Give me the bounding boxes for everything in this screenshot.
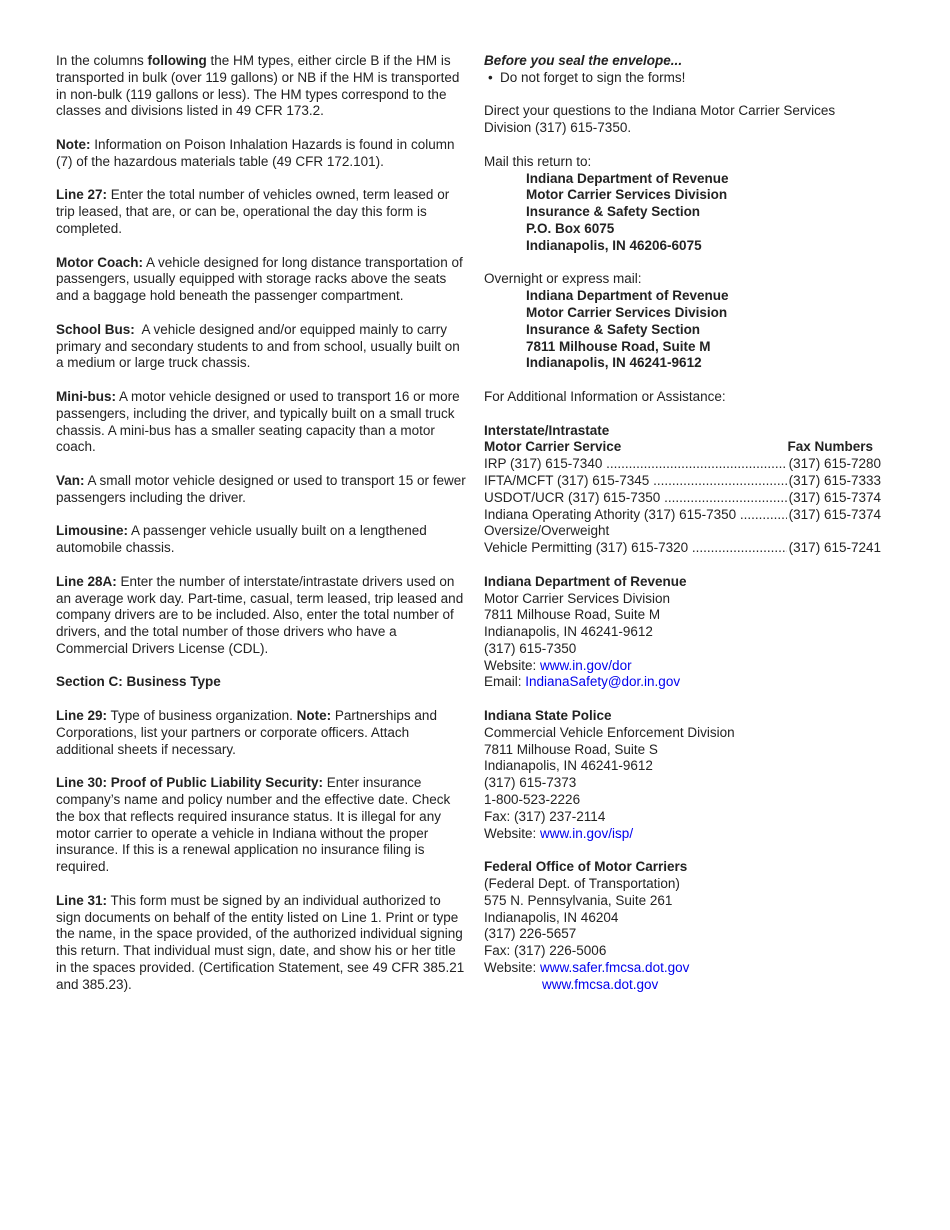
note-paragraph: Note: Information on Poison Inhalation Hazards is found in column (7) of the hazardous materials table (49 CFR 172.101).	[56, 136, 455, 169]
table-row: IRP (317) 615-7340 ..... (317) 615-7280	[484, 456, 881, 473]
seal-heading: Before you seal the envelope...	[484, 53, 683, 68]
line-28a-paragraph: Line 28A: Enter the number of interstate/intrastate drivers used on an average work day. Part-time, casual, term leased, trip leased and company drivers are to be included. Also, enter the total number of drivers, and the total number of those drivers who have a Commercial Drivers License (CDL).	[56, 573, 464, 656]
oversize-line: Oversize/Overweight	[484, 523, 610, 539]
mail-label: Mail this return to:	[484, 153, 592, 169]
mail-address: Indiana Department of Revenue Motor Carrier Services Division Insurance & Safety Section P.O. Box 6075 Indianapolis, IN 46206-6075	[526, 170, 729, 253]
table-head-1: Interstate/Intrastate	[484, 422, 610, 438]
hm-columns-paragraph: In the columns following the HM types, either circle B if the HM is transported in bulk (over 119 gallons) or NB if the HM is transported in non-bulk (119 gallons or less). The HM types correspond to the classes and divisions listed in 49 CFR 173.2.	[56, 53, 460, 119]
school-bus-paragraph: School Bus: A vehicle designed and/or equipped mainly to carry primary and secondary students to and from school, usually built on a medium or large truck chassis.	[56, 321, 464, 371]
mini-bus-paragraph: Mini-bus: A motor vehicle designed or used to transport 16 or more passengers, including the driver, and typically built on a small truck chassis. A mini-bus has a smaller seating capacity than a motor coach.	[56, 388, 460, 455]
line-27-paragraph: Line 27: Enter the total number of vehicles owned, term leased or trip leased, that are, or can be, operational the day this form is completed.	[56, 187, 450, 236]
safer-website-link[interactable]: www.safer.fmcsa.dot.gov	[540, 960, 690, 976]
dor-contact: Indiana Department of Revenue Motor Carrier Services Division 7811 Milhouse Road, Suite M Indianapolis, IN 46241-9612 (317) 615-7350 Website: www.in.gov/dor Email: IndianaSafety@dor.in.gov	[484, 573, 687, 690]
fmc-contact: Federal Office of Motor Carriers (Federal Dept. of Transportation) 575 N. Pennsylvania, Suite 261 Indianapolis, IN 46204 (317) 226-5657 Fax: (317) 226-5006 Website: www.safer.fmcsa.dot.gov www.fmcsa.dot.gov	[484, 859, 690, 992]
overnight-address: Indiana Department of Revenue Motor Carrier Services Division Insurance & Safety Section 7811 Milhouse Road, Suite M Indianapolis, IN 46241-9612	[526, 288, 729, 371]
seal-bullet: • Do not forget to sign the forms!	[488, 69, 686, 85]
dor-website-link[interactable]: www.in.gov/dor	[540, 657, 632, 673]
section-c-heading: Section C: Business Type	[56, 674, 221, 690]
table-row: Indiana Operating Athority (317) 615-7350 ..... (317) 615-7374	[484, 507, 881, 524]
isp-website-link[interactable]: www.in.gov/isp/	[540, 825, 634, 841]
van-paragraph: Van: A small motor vehicle designed or used to transport 15 or fewer passengers including the driver.	[56, 472, 466, 505]
assistance-label: For Additional Information or Assistance:	[484, 388, 726, 404]
fmcsa-website-link[interactable]: www.fmcsa.dot.gov	[542, 976, 659, 992]
left-column	[56, 53, 466, 1010]
table-head-row: Motor Carrier Service Fax Numbers	[484, 439, 873, 455]
questions-paragraph: Direct your questions to the Indiana Motor Carrier Services Division (317) 615-7350.	[484, 103, 836, 136]
contact-table	[484, 423, 881, 557]
overnight-label: Overnight or express mail:	[484, 271, 642, 287]
line-31-paragraph: Line 31: This form must be signed by an individual authorized to sign documents on behalf of the entity listed on Line 1. Print or type the name, in the space provided, of the authorized individual signing this return. That individual must sign, date, and show his or her title in the spaces provided. (Certification Statement, see 49 CFR 385.21 and 385.23).	[56, 892, 465, 992]
bullet-icon: •	[488, 69, 493, 85]
dor-email-link[interactable]: IndianaSafety@dor.in.gov	[525, 674, 681, 690]
table-row: Vehicle Permitting (317) 615-7320 ..... (317) 615-7241	[484, 540, 881, 557]
line-30-paragraph: Line 30: Proof of Public Liability Security: Enter insurance company’s name and policy number and the effective date. Check the box that reflects required insurance status. It is illegal for any motor carrier to operate a vehicle in Indiana without the proper insurance. If this is a renewal application no insurance filing is required.	[56, 775, 451, 875]
line-29-paragraph: Line 29: Type of business organization. Note: Partnerships and Corporations, list your partners or corporate officers. Attach additional sheets if necessary.	[56, 708, 437, 757]
isp-contact: Indiana State Police Commercial Vehicle Enforcement Division 7811 Milhouse Road, Suite S Indianapolis, IN 46241-9612 (317) 615-7373 1-800-523-2226 Fax: (317) 237-2114 Website: www.in.gov/isp/	[484, 708, 735, 841]
table-row: USDOT/UCR (317) 615-7350 ..... (317) 615-7374	[484, 490, 881, 507]
table-row: IFTA/MCFT (317) 615-7345 ..... (317) 615-7333	[484, 473, 881, 490]
right-column	[484, 53, 884, 1010]
limousine-paragraph: Limousine: A passenger vehicle usually built on a lengthened automobile chassis.	[56, 523, 427, 556]
motor-coach-paragraph: Motor Coach: A vehicle designed for long distance transportation of passengers, usually equipped with storage racks above the seats and a baggage hold beneath the passenger compartment.	[56, 254, 463, 304]
